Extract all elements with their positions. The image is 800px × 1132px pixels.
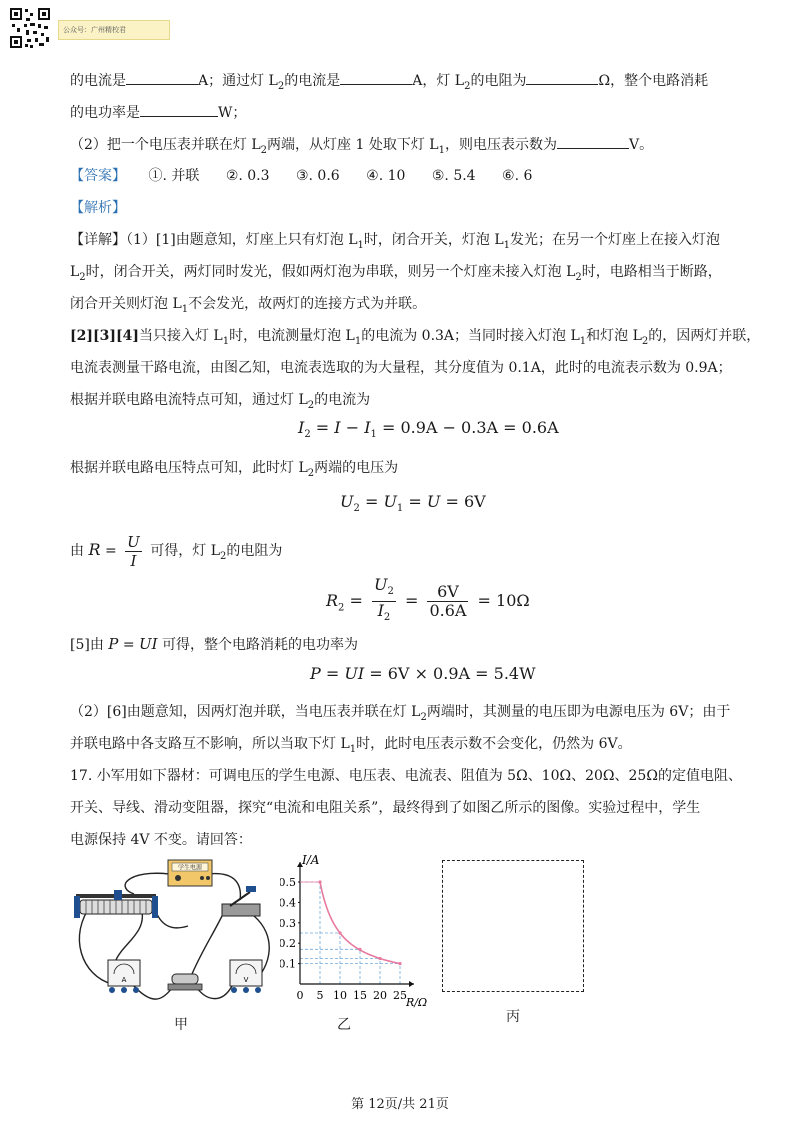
svg-text:学生电源: 学生电源: [177, 864, 203, 872]
wechat-banner: 公众号：广州精校君: [58, 20, 170, 40]
detail-p2-line-2: 电流表测量干路电流，由图乙知，电流表选取的为大量程，其分度值为 0.1A，此时的电流表示数为 0.9A；: [70, 360, 732, 376]
q17-line-1: 17. 小军用如下器材：可调电压的学生电源、电压表、电流表、阻值为 5Ω、10Ω、20Ω、25Ω的定值电阻、: [70, 768, 742, 784]
data-point-15: [358, 948, 361, 951]
q16-line-2: 的电功率是 W；: [70, 102, 246, 123]
detail-p6-line-1: （2）[6]由题意知，因两灯泡并联，当电压表并联在灯 $L_2$两端时，其测量的电压即为电源电压为 6V；由于: [70, 704, 731, 723]
x-axis-arrow: [409, 981, 414, 987]
equation-power: P = UI = 6V × 0.9A = 5.4W: [310, 664, 536, 683]
equation-resistance: $R_2$ = $\frac{U_2}{I_2}$ = $\frac{6V}{0.6A}$ = 10Ω: [326, 575, 530, 624]
y-axis-label: I/A: [302, 853, 320, 867]
q16-line-1: 的电流是 A；通过灯 $L_2$的电流是 A，灯 $L_2$的电阻为 Ω，整个电路消耗: [70, 70, 708, 97]
qr-code: [8, 6, 52, 50]
analysis-tag: 【解析】: [70, 200, 126, 216]
y-tick-label: 0.2: [280, 937, 296, 951]
figure-yi-chart: [280, 848, 430, 1012]
x-tick-label: 20: [373, 989, 387, 1002]
detail-p2-line-1: [2][3][4]当只接入灯 $L_1$时，电流测量灯泡 $L_1$的电流为 0.3A；当同时接入灯泡 $L_1$和灯泡 $L_2$的，因两灯并联，: [70, 328, 761, 347]
answer-line: 【答案】 ①. 并联 ②. 0.3 ③. 0.6 ④. 10 ⑤. 5.4 ⑥. 6: [70, 168, 533, 184]
power-supply-icon: [168, 860, 212, 886]
detail-p1-line-3: 闭合开关则灯泡 $L_1$不会发光，故两灯的连接方式为并联。: [70, 296, 427, 315]
x-axis-label: R/Ω: [406, 996, 428, 1009]
detail-p4: 由 R = $\frac{U}{I}$ 可得，灯 $L_2$的电阻为: [70, 532, 283, 570]
detail-p1-line-2: $L_2$时，闭合开关，两灯同时发光，假如两灯泡为串联，则另一个灯座未接入灯泡 $L_2$时，电路相当于断路，: [70, 264, 722, 283]
equation-current-l2: $I_2 = I - I_1 = 0.9A - 0.3A = 0.6A$: [298, 418, 559, 441]
answer-tag: 【答案】: [70, 168, 126, 184]
y-tick-label: 0.4: [280, 896, 296, 910]
page-footer: 第 12页/共 21页: [351, 1097, 449, 1112]
resistor-icon: [168, 974, 202, 990]
ammeter-icon: [108, 960, 140, 993]
x-tick-label: 10: [333, 989, 347, 1002]
voltmeter-icon: [230, 960, 262, 993]
x-tick-label: 15: [353, 989, 367, 1002]
figure-jia-circuit: [72, 856, 282, 1016]
data-point-25: [398, 962, 401, 965]
y-tick-label: 0.3: [280, 916, 296, 930]
q16-part-2: （2）把一个电压表并联在灯 $L_2$两端，从灯座 1 处取下灯 $L_1$，则电压表示数为 V。: [70, 134, 653, 161]
detail-p6-line-2: 并联电路中各支路互不影响，所以当取下灯 $L_1$时，此时电压表示数不会变化，仍然为 6V。: [70, 736, 632, 755]
detail-p2-line-3: 根据并联电路电流特点可知，通过灯 $L_2$的电流为: [70, 392, 371, 411]
rheostat-icon: [74, 890, 158, 918]
q17-line-2: 开关、导线、滑动变阻器，探究“电流和电阻关系”，最终得到了如图乙所示的图像。实验过程中，学生: [70, 800, 701, 816]
data-point-10: [338, 931, 341, 934]
data-point-20: [378, 957, 381, 960]
detail-p3: 根据并联电路电压特点可知，此时灯 $L_2$两端的电压为: [70, 460, 399, 479]
switch-icon: [222, 886, 260, 916]
x-tick-label: 25: [393, 989, 407, 1002]
q17-line-3: 电源保持 4V 不变。请回答：: [70, 832, 252, 848]
figure-bing-label: 丙: [506, 1009, 520, 1025]
figure-yi-label: 乙: [337, 1017, 351, 1033]
x-tick-label: 0: [296, 989, 304, 1002]
figure-bing-box: [442, 860, 584, 992]
figure-jia-label: 甲: [174, 1017, 188, 1033]
y-tick-label: 0.5: [280, 876, 296, 889]
x-tick-label: 5: [316, 989, 324, 1002]
svg-text:V: V: [243, 976, 249, 984]
detail-p5: [5]由 P = UI 可得，整个电路消耗的电功率为: [70, 635, 359, 653]
detail-p1-line-1: 【详解】（1）[1]由题意知，灯座上只有灯泡 $L_1$时，闭合开关，灯泡 $L_1$发光；在另一个灯座上在接入灯泡: [70, 232, 720, 251]
equation-voltage: $U_2 = U_1 = U = 6V$: [340, 492, 486, 515]
svg-text:A: A: [121, 976, 127, 984]
data-point-5: [318, 880, 321, 883]
y-tick-label: 0.1: [280, 957, 296, 971]
